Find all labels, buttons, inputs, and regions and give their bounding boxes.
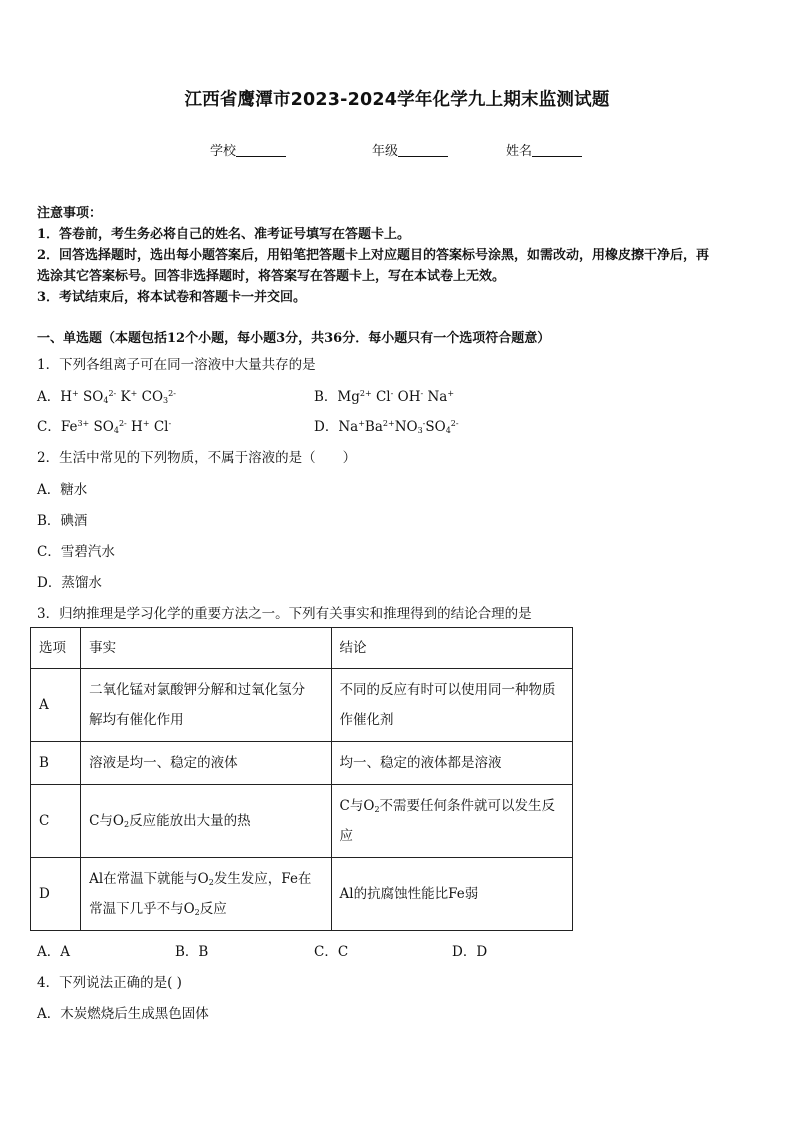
table-cell-conclusion: Al的抗腐蚀性能比Fe弱: [331, 858, 572, 931]
q1-option-c: C．$Fe^{3+}$ $SO_4^{2-}$ H+ Cl-: [37, 419, 172, 435]
table-header-cell: 事实: [81, 628, 331, 669]
school-label: 学校: [210, 144, 237, 159]
table-header-cell: 选项: [31, 628, 81, 669]
notice-item: 选涂其它答案标号。回答非选择题时，将答案写在答题卡上，写在本试卷上无效。: [37, 269, 506, 284]
question-stem: 4．下列说法正确的是( ): [37, 975, 182, 991]
table-header-row: [31, 628, 573, 669]
q3-answer-b: B．B: [175, 944, 209, 960]
q1-option-d: D．$Na^+Ba^{2+}NO_3^-SO_4^{2-}$: [314, 419, 459, 435]
name-blank: [532, 144, 582, 157]
table-cell-option: D: [31, 858, 81, 931]
q2-option-d: D．蒸馏水: [37, 575, 102, 591]
q4-option-a: A．木炭燃烧后生成黑色固体: [37, 1006, 209, 1022]
school-field: [210, 140, 286, 159]
q3-answer-c: C．C: [314, 944, 349, 960]
table-row: [31, 858, 573, 931]
table-cell-fact: 二氧化锰对氯酸钾分解和过氧化氢分 解均有催化作用: [81, 669, 331, 742]
q3-answer-a: A．A: [37, 944, 70, 960]
table-cell-fact: C与$O_2$反应能放出大量的热: [81, 785, 331, 858]
table-cell-fact: Al在常温下就能与$O_2$发生发应，Fe在 常温下几乎不与$O_2$反应: [81, 858, 331, 931]
table-row: [31, 742, 573, 785]
table-row: [31, 785, 573, 858]
notice-item: 1．答卷前，考生务必将自己的姓名、准考证号填写在答题卡上。: [37, 227, 411, 242]
table-cell-option: C: [31, 785, 81, 858]
page-title: 江西省鹰潭市2023-2024学年化学九上期末监测试题: [184, 90, 610, 110]
q1-option-a: A．H+ $SO_4^{2-}$ K+ $CO_3^{2-}$: [37, 389, 176, 405]
section-heading: 一、单选题（本题包括12个小题，每小题3分，共36分．每小题只有一个选项符合题意）: [37, 331, 551, 346]
notice-heading: 注意事项：: [37, 206, 103, 221]
table-cell-option: B: [31, 742, 81, 785]
table-cell-fact: 溶液是均一、稳定的液体: [81, 742, 331, 785]
q1-option-b: B．$Mg^{2+}$ Cl- OH- Na+: [314, 389, 455, 405]
notice-item: 2．回答选择题时，选出每小题答案后，用铅笔把答题卡上对应题目的答案标号涂黑，如需改动，用橡皮擦干净后，再: [37, 248, 710, 263]
grade-blank: [398, 144, 448, 157]
table-cell-conclusion: 不同的反应有时可以使用同一种物质 作催化剂: [331, 669, 572, 742]
q2-option-a: A．糖水: [37, 482, 88, 498]
question-stem: 1．下列各组离子可在同一溶液中大量共存的是: [37, 357, 316, 373]
question-stem: 3．归纳推理是学习化学的重要方法之一。下列有关事实和推理得到的结论合理的是: [37, 606, 532, 622]
fact-conclusion-table: [30, 627, 573, 931]
name-label: 姓名: [506, 144, 533, 159]
table-cell-option: A: [31, 669, 81, 742]
table-row: [31, 669, 573, 742]
q3-answer-d: D．D: [452, 944, 488, 960]
table-cell-conclusion: C与$O_2$不需要任何条件就可以发生反 应: [331, 785, 572, 858]
notice-item: 3．考试结束后，将本试卷和答题卡一并交回。: [37, 290, 307, 305]
table-header-cell: 结论: [331, 628, 572, 669]
q2-option-b: B．碘酒: [37, 513, 88, 529]
grade-label: 年级: [372, 144, 399, 159]
table-cell-conclusion: 均一、稳定的液体都是溶液: [331, 742, 572, 785]
grade-field: [372, 140, 448, 159]
name-field: [506, 140, 582, 159]
school-blank: [236, 144, 286, 157]
question-stem: 2．生活中常见的下列物质，不属于溶液的是（ ）: [37, 450, 357, 466]
q2-option-c: C．雪碧汽水: [37, 544, 115, 560]
